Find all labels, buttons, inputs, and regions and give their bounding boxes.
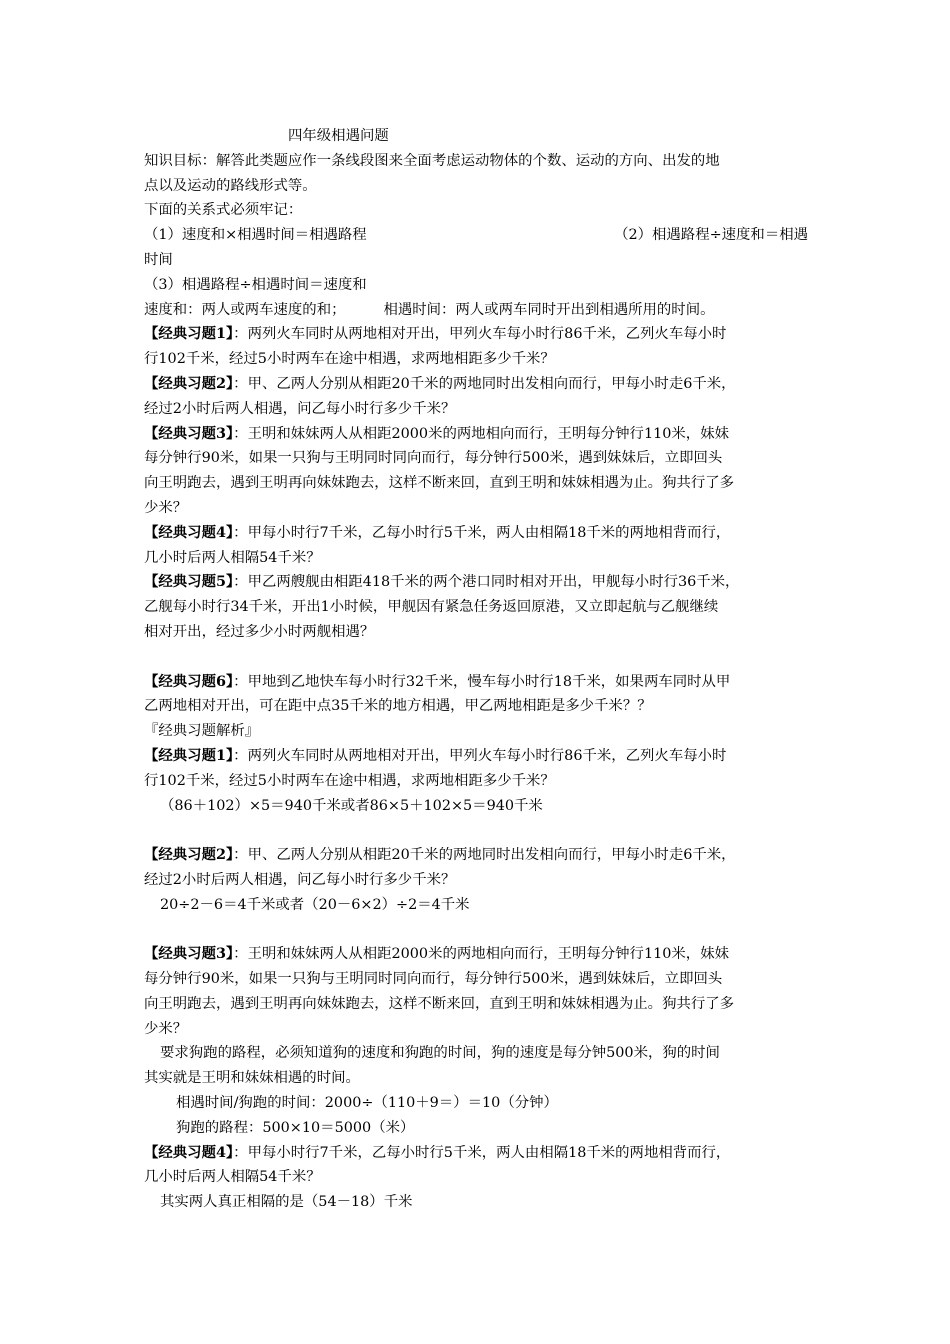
solution-3-text: ：王明和妹妹两人从相距2000米的两地相向而行，王明每分钟行110米，妹妹	[233, 946, 729, 963]
problem-4-line-1	[144, 521, 820, 546]
problem-3-line-4: 少米？	[144, 499, 188, 516]
problem-5-tag: 【经典习题5】	[144, 573, 234, 591]
document-title: 四年级相遇问题	[288, 128, 389, 144]
solution-2-line-1	[144, 843, 820, 868]
formula-3: （3）相遇路程÷相遇时间＝速度和	[144, 276, 367, 293]
formula-1: （1）速度和×相遇时间＝相遇路程	[144, 227, 367, 244]
problem-5-line-1	[144, 570, 820, 595]
problem-2-line-1	[144, 372, 820, 397]
solution-1-answer: （86＋102）×5＝940千米或者86×5＋102×5＝940千米	[160, 797, 543, 814]
problem-5-text: ：甲乙两艘舰由相距418千米的两个港口同时相对开出，甲舰每小时行36千米，	[233, 574, 740, 591]
problem-3-tag: 【经典习题3】	[144, 424, 234, 442]
problem-6-text: ：甲地到乙地快车每小时行32千米，慢车每小时行18千米，如果两车同时从甲	[233, 673, 731, 690]
solution-1-line-1	[144, 744, 820, 769]
solution-3-answer-line-1: 要求狗跑的路程，必须知道狗的速度和狗跑的时间，狗的速度是每分钟500米，狗的时间	[160, 1045, 720, 1062]
problem-5-line-3: 相对开出，经过多少小时两舰相遇？	[144, 623, 375, 640]
remember-heading: 下面的关系式必须牢记：	[144, 202, 303, 219]
problem-2-tag: 【经典习题2】	[144, 374, 234, 392]
problem-1-line-1	[144, 322, 820, 347]
blank-line	[144, 918, 820, 943]
problem-1-text: ：两列火车同时从两地相对开出，甲列火车每小时行86千米，乙列火车每小时	[233, 326, 727, 343]
definition-meeting-time: 相遇时间：两人或两车同时开出到相遇所用的时间。	[383, 301, 715, 318]
blank-line	[144, 818, 820, 843]
solution-1-tag: 【经典习题1】	[144, 746, 234, 764]
solution-3-answer-line-3: 相遇时间/狗跑的时间：2000÷（110＋9＝）＝10（分钟）	[176, 1095, 558, 1112]
solution-3-answer-line-2: 其实就是王明和妹妹相遇的时间。	[144, 1070, 360, 1087]
definition-row	[144, 298, 820, 323]
solution-2-answer: 20÷2－6＝4千米或者（20－6×2）÷2＝4千米	[160, 896, 470, 913]
problem-3-line-1	[144, 422, 820, 447]
problem-4-text: ：甲每小时行7千米，乙每小时行5千米，两人由相隔18千米的两地相背而行，	[233, 524, 731, 541]
problem-2-line-2: 经过2小时后两人相遇，问乙每小时行多少千米？	[144, 400, 456, 417]
solution-4-line-1	[144, 1141, 820, 1166]
problem-3-line-3: 向王明跑去，遇到王明再向妹妹跑去，这样不断来回，直到王明和妹妹相遇为止。狗共行了多	[144, 475, 735, 492]
blank-line	[144, 645, 820, 670]
solution-2-line-2: 经过2小时后两人相遇，问乙每小时行多少千米？	[144, 871, 456, 888]
solution-3-line-1	[144, 942, 820, 967]
solution-3-line-2: 每分钟行90米，如果一只狗与王明同时同向而行，每分钟行500米，遇到妹妹后，立即回头	[144, 971, 723, 988]
knowledge-goal-line-1: 知识目标：解答此类题应作一条线段图来全面考虑运动物体的个数、运动的方向、出发的地	[144, 152, 720, 169]
solution-3-tag: 【经典习题3】	[144, 945, 234, 963]
problem-6-tag: 【经典习题6】	[144, 672, 234, 690]
solution-4-line-2: 几小时后两人相隔54千米？	[144, 1169, 321, 1186]
definition-speed-sum: 速度和：两人或两车速度的和；	[144, 301, 346, 318]
formula-2-continuation: 时间	[144, 251, 173, 268]
solution-4-answer: 其实两人真正相隔的是（54－18）千米	[160, 1194, 413, 1211]
problem-5-line-2: 乙舰每小时行34千米，开出1小时候，甲舰因有紧急任务返回原港，又立即起航与乙舰继续	[144, 599, 719, 616]
solution-2-text: ：甲、乙两人分别从相距20千米的两地同时出发相向而行，甲每小时走6千米，	[233, 847, 736, 864]
solution-2-tag: 【经典习题2】	[144, 846, 234, 864]
solution-4-tag: 【经典习题4】	[144, 1143, 234, 1161]
formula-2: （2）相遇路程÷速度和＝相遇	[614, 227, 808, 244]
solution-3-line-3: 向王明跑去，遇到王明再向妹妹跑去，这样不断来回，直到王明和妹妹相遇为止。狗共行了多	[144, 995, 735, 1012]
problem-6-line-1	[144, 670, 820, 695]
solution-3-answer-line-4: 狗跑的路程：500×10＝5000（米）	[176, 1119, 415, 1136]
solution-3-line-4: 少米？	[144, 1020, 188, 1037]
problem-1-line-2: 行102千米，经过5小时两车在途中相遇，求两地相距多少千米？	[144, 351, 555, 368]
problem-3-line-2: 每分钟行90米，如果一只狗与王明同时同向而行，每分钟行500米，遇到妹妹后，立即回头	[144, 450, 723, 467]
knowledge-goal-line-2: 点以及运动的路线形式等。	[144, 177, 317, 194]
problem-3-text: ：王明和妹妹两人从相距2000米的两地相向而行，王明每分钟行110米，妹妹	[233, 425, 729, 442]
problem-4-line-2: 几小时后两人相隔54千米？	[144, 549, 321, 566]
problem-4-tag: 【经典习题4】	[144, 523, 234, 541]
problem-2-text: ：甲、乙两人分别从相距20千米的两地同时出发相向而行，甲每小时走6千米，	[233, 375, 736, 392]
formula-row	[144, 223, 808, 248]
document-body	[144, 124, 820, 1215]
problem-1-tag: 【经典习题1】	[144, 325, 234, 343]
solution-4-text: ：甲每小时行7千米，乙每小时行5千米，两人由相隔18千米的两地相背而行，	[233, 1144, 731, 1161]
analysis-heading: 『经典习题解析』	[144, 723, 260, 740]
solution-1-text: ：两列火车同时从两地相对开出，甲列火车每小时行86千米，乙列火车每小时	[233, 747, 727, 764]
problem-6-line-2: 乙两地相对开出，可在距中点35千米的地方相遇，甲乙两地相距是多少千米？？	[144, 698, 652, 715]
solution-1-line-2: 行102千米，经过5小时两车在途中相遇，求两地相距多少千米？	[144, 772, 555, 789]
